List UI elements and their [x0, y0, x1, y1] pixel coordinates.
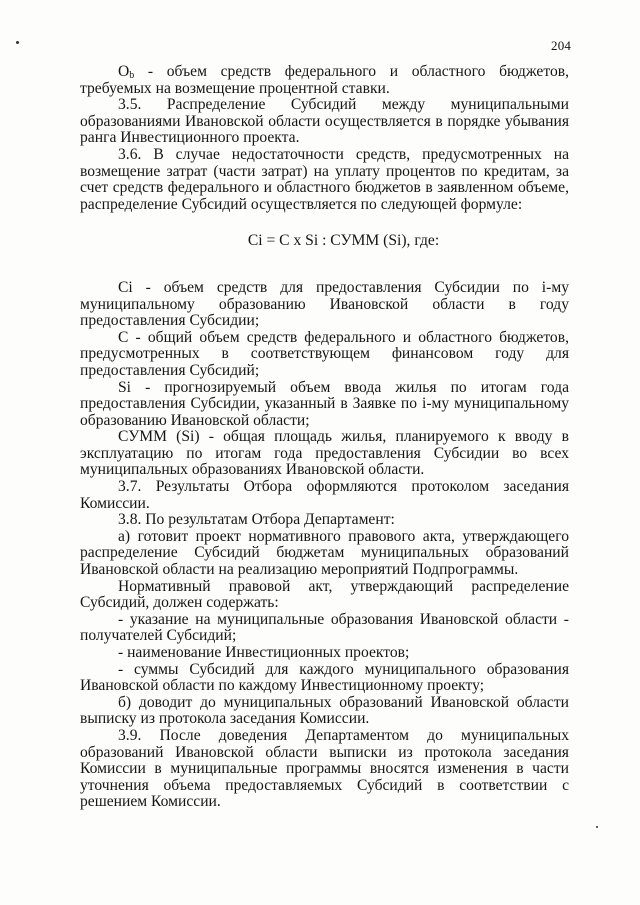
- paragraph-3-5: 3.5. Распределение Субсидий между муниципальными образованиями Ивановской области осуществляется в порядке убывания ранга Инвестиционного проекта.: [80, 96, 569, 147]
- requirement-recipients: - указание на муниципальные образования Ивановской области - получателей Субсидий;: [80, 610, 569, 645]
- page-number: 204: [551, 38, 572, 53]
- scan-speck: [16, 41, 19, 44]
- definition-summ: СУММ (Si) - общая площадь жилья, планируемого к вводу в эксплуатацию по итогам года предоставления Субсидии во всех муниципальных образованиях Ивановской области.: [80, 428, 569, 479]
- requirement-project-names: - наименование Инвестиционных проектов;: [118, 644, 410, 661]
- normative-act-requirements: Нормативный правовой акт, утверждающий распределение Субсидий, должен содержать:: [80, 577, 569, 612]
- item-a: а) готовит проект нормативного правового акта, утверждающего распределение Субсидий бюджетам муниципальных образований Ивановской области на реализацию мероприятий Подпрограммы.: [80, 527, 569, 579]
- subscript-b: b: [129, 70, 135, 81]
- requirement-amounts: - суммы Субсидий для каждого муниципального образования Ивановской области по каждому Инвестиционному проекту;: [80, 660, 569, 695]
- document-body: [80, 64, 569, 811]
- paragraph-ob-definition: $O_b$ - объем средств федерального и областного бюджетов, требуемых на возмещение процентной ставки.: [80, 63, 569, 97]
- ob-definition-text: - объем средств федерального и областного бюджетов, требуемых на возмещение процентной ставки.: [80, 63, 569, 97]
- scan-speck: [596, 826, 598, 828]
- paragraph-3-6: 3.6. В случае недостаточности средств, предусмотренных на возмещение затрат (части затрат) на уплату процентов по кредитам, за счет средств федерального и областного бюджетов в заявленном объеме, распределение Субсидий осуществляется по следующей формуле:: [80, 145, 569, 213]
- item-b: б) доводит до муниципальных образований Ивановской области выписку из протокола заседания Комиссии.: [80, 693, 569, 728]
- paragraph-3-7: 3.7. Результаты Отбора оформляются протоколом заседания Комиссии.: [80, 478, 569, 512]
- definition-c: C - общий объем средств федерального и областного бюджетов, предусмотренных в соответствующем финансовом году для предоставления Субсидий;: [80, 328, 569, 379]
- definition-si: Si - прогнозируемый объем ввода жилья по итогам года предоставления Субсидии, указанный в Заявке по i-му муниципальному образованию Ивановской области;: [80, 378, 569, 429]
- paragraph-3-9: 3.9. После доведения Департаментом до муниципальных образований Ивановской области выписки из протокола заседания Комиссии в муниципальные программы вносятся изменения в части уточнения объема предоставляемых Субсидий в соответствии с решением Комиссии.: [80, 726, 569, 811]
- paragraph-3-8: 3.8. По результатам Отбора Департамент:: [118, 511, 395, 529]
- formula: Ci = C x Si : СУММ (Si), где:: [247, 232, 440, 250]
- definition-ci: Ci - объем средств для предоставления Субсидии по i-му муниципальному образованию Ивановской области в году предоставления Субсидии;: [80, 278, 569, 330]
